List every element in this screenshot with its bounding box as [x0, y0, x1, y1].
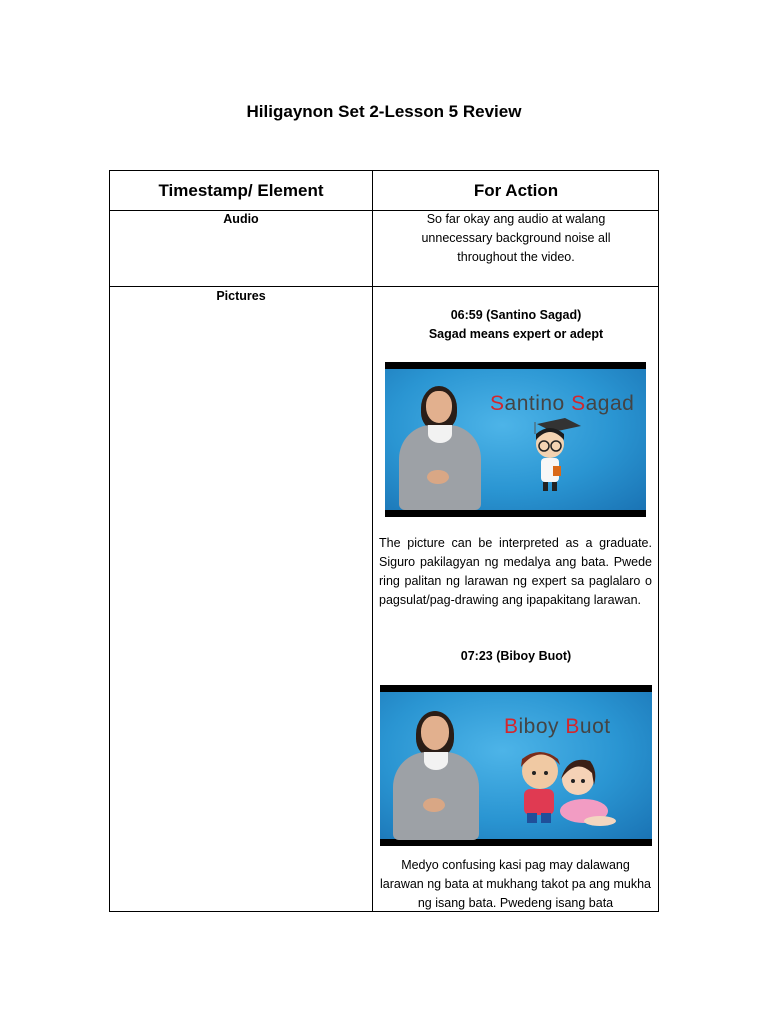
- santino-sagad-video-frame: [385, 362, 646, 517]
- timestamp-santino-sagad: 06:59 (Santino Sagad): [450, 308, 582, 322]
- row-label-audio: Audio: [223, 212, 259, 226]
- biboy-buot-video-frame: [380, 685, 652, 846]
- comment-biboy-buot: Medyo confusing kasi pag may dalawang larawan ng bata at mukhang takot pa ang mukha ng isang bata. Pwedeng isang bata: [379, 858, 651, 910]
- column-divider: [372, 171, 373, 911]
- header-for-action: For Action: [473, 181, 559, 200]
- row-label-pictures: Pictures: [216, 289, 266, 303]
- overlay-name-santino-sagad: Santino Sagad: [490, 392, 635, 415]
- note-sagad-meaning: Sagad means expert or adept: [428, 327, 604, 341]
- overlay-name-biboy-buot: Biboy Buot: [504, 715, 611, 738]
- comment-santino-sagad: The picture can be interpreted as a graduate. Siguro pakilagyan ng medalya ang bata. Pwede ring palitan ng larawan ng expert sa paglalaro o pagsulat/pag-drawing ang ipapakitang larawan.: [379, 536, 652, 607]
- header-timestamp-element: Timestamp/ Element: [158, 181, 324, 200]
- timestamp-biboy-buot: 07:23 (Biboy Buot): [460, 649, 572, 663]
- review-table: [109, 170, 659, 912]
- audio-row-divider: [110, 286, 658, 287]
- document-title: Hiligaynon Set 2-Lesson 5 Review: [246, 102, 522, 121]
- audio-action-text: So far okay ang audio at walang unnecessary background noise all throughout the video.: [421, 212, 611, 264]
